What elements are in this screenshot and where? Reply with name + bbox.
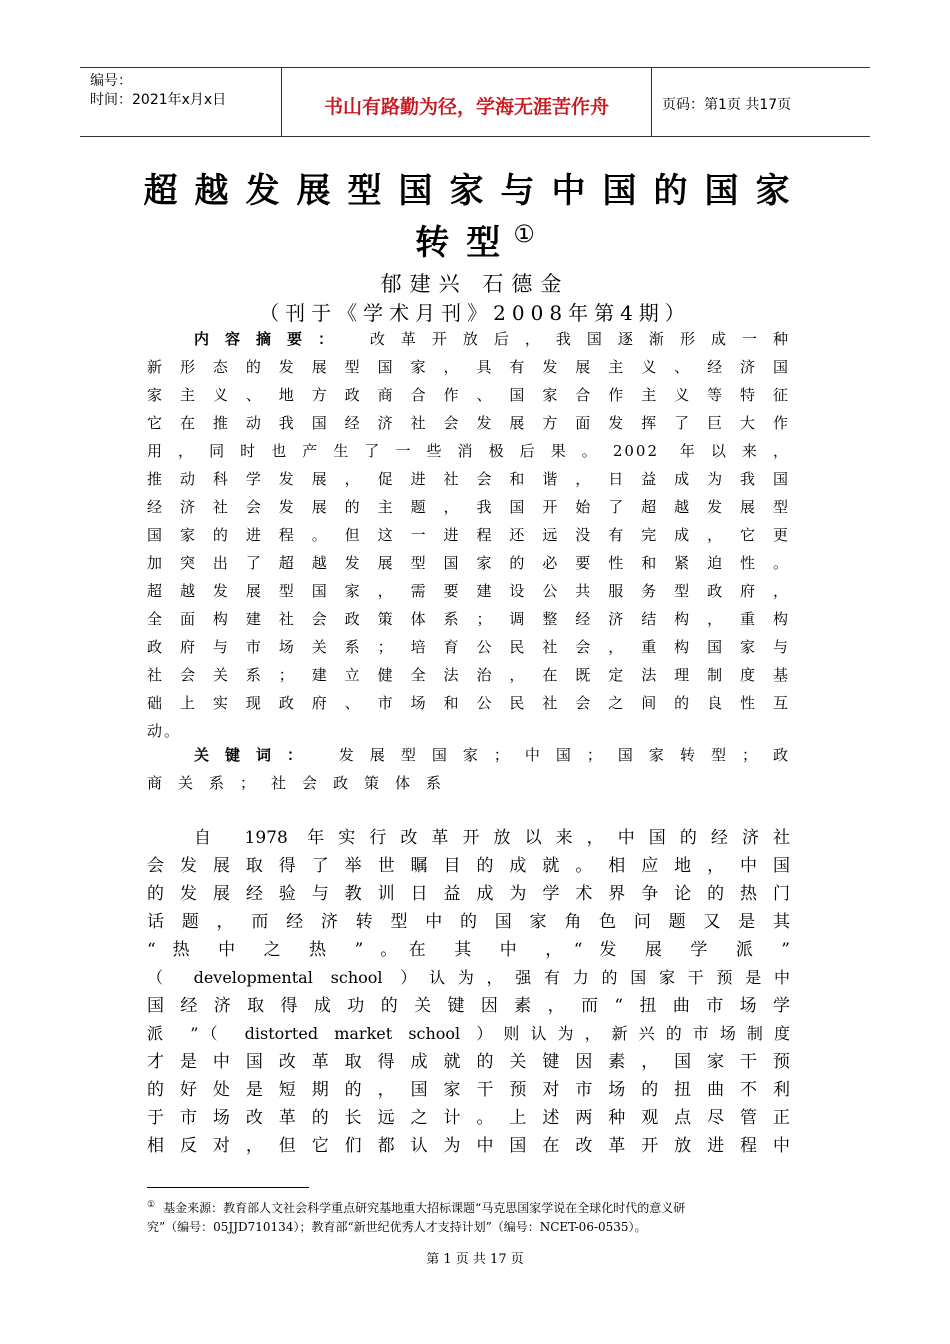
document-header xyxy=(80,67,870,137)
page-footer: 第 1 页 共 17 页 xyxy=(426,1252,524,1267)
abstract-line: 内容摘要： 改革开放后，我国逐渐形成一种 xyxy=(194,330,790,348)
publication-info: （刊于《学术月刊》2008年第4期） xyxy=(259,301,691,325)
keywords xyxy=(147,741,790,797)
title-footnote-marker[interactable]: ① xyxy=(513,220,535,248)
abstract-line: 推动科学发展，促进社会和谐，日益成为我国 xyxy=(147,470,790,488)
abstract-line: 全面构建社会政策体系；调整经济结构，重构 xyxy=(147,610,790,628)
abstract-line: 政府与市场关系；培育公民社会，重构国家与 xyxy=(147,638,790,656)
body-line: 相反对，但它们都认为中国在改革开放进程中 xyxy=(147,1136,790,1156)
abstract-line: 经济社会发展的主题，我国开始了超越发展型 xyxy=(147,498,790,516)
footnote-separator xyxy=(147,1187,309,1188)
body-line: 才是中国改革取得成就的关键因素，国家干预 xyxy=(147,1052,790,1072)
body-line: 的发展经验与教训日益成为学术界争论的热门 xyxy=(147,884,790,904)
abstract xyxy=(147,325,790,745)
footnote-line-2: 究”（编号：05JJD710134）；教育部“新世纪优秀人才支持计划”（编号：NCET-06-0535）。 xyxy=(147,1220,647,1234)
title-line-2 xyxy=(140,215,810,264)
footnote-line-1: ① 基金来源：教育部人文社会科学重点研究基地重大招标课题“马克思国家学说在全球化时代的意义研 xyxy=(147,1200,686,1215)
body-line: “ 热 中 之 热 ” 。在 其 中 ，“ 发 展 学 派 ” xyxy=(147,940,790,960)
body-line: 的好处是短期的，国家干预对市场的扭曲不利 xyxy=(147,1080,790,1100)
body-line: 话题，而经济转型中的国家角色问题又是其 xyxy=(147,912,790,932)
footnote xyxy=(147,1196,807,1237)
abstract-label: 内容摘要： xyxy=(194,330,350,348)
body-line: 自 1978 年实行改革开放以来，中国的经济社 xyxy=(194,828,790,848)
time-label: 时间：2021年x月x日 xyxy=(90,92,227,108)
keywords-line: 关键词： 发展型国家；中国；国家转型；政 xyxy=(194,746,790,764)
authors: 郁建兴 石德金 xyxy=(380,272,570,296)
body-line: 于市场改革的长远之计。上述两种观点尽管正 xyxy=(147,1108,790,1128)
body-line: 国经济取得成功的关键因素，而“扭曲市场学 xyxy=(147,996,790,1016)
abstract-line: 社会关系；建立健全法治，在既定法理制度基 xyxy=(147,666,790,684)
abstract-line: 用，同时也产生了一些消极后果。2002 年以来， xyxy=(147,442,790,460)
number-label: 编号： xyxy=(90,73,132,89)
title-line-1: 超越发展型国家与中国的国家 xyxy=(143,171,807,211)
abstract-line: 家主义、地方政商合作、国家合作主义等特征 xyxy=(147,386,790,404)
body-line: （ developmental school ）认为，强有力的国家干预是中 xyxy=(147,968,790,987)
title-line-2-text: 转型 xyxy=(415,223,518,263)
abstract-line: 它在推动我国经济社会发展方面发挥了巨大作 xyxy=(147,414,790,432)
abstract-line: 新形态的发展型国家，具有发展主义、经济国 xyxy=(147,358,790,376)
body-line: 派 ”（ distorted market school ）则认为，新兴的市场制度 xyxy=(147,1024,790,1043)
abstract-line: 础上实现政府、市场和公民社会之间的良性互 xyxy=(147,694,790,712)
abstract-line: 国家的进程。但这一进程还远没有完成，它更 xyxy=(147,526,790,544)
abstract-line: 动。 xyxy=(147,722,182,740)
keywords-label: 关键词： xyxy=(194,746,319,764)
abstract-line: 超越发展型国家，需要建设公共服务型政府， xyxy=(147,582,790,600)
footnote-marker: ① xyxy=(147,1200,156,1210)
body-paragraph xyxy=(147,824,790,1160)
abstract-line: 加突出了超越发展型国家的必要性和紧迫性。 xyxy=(147,554,790,572)
body-line: 会发展取得了举世瞩目的成就。相应地，中国 xyxy=(147,856,790,876)
header-meta xyxy=(80,68,282,136)
page-code: 页码：第1页 共17页 xyxy=(662,97,792,113)
keywords-line: 商关系；社会政策体系 xyxy=(147,774,458,792)
motto: 书山有路勤为径，学海无涯苦作舟 xyxy=(282,68,652,136)
